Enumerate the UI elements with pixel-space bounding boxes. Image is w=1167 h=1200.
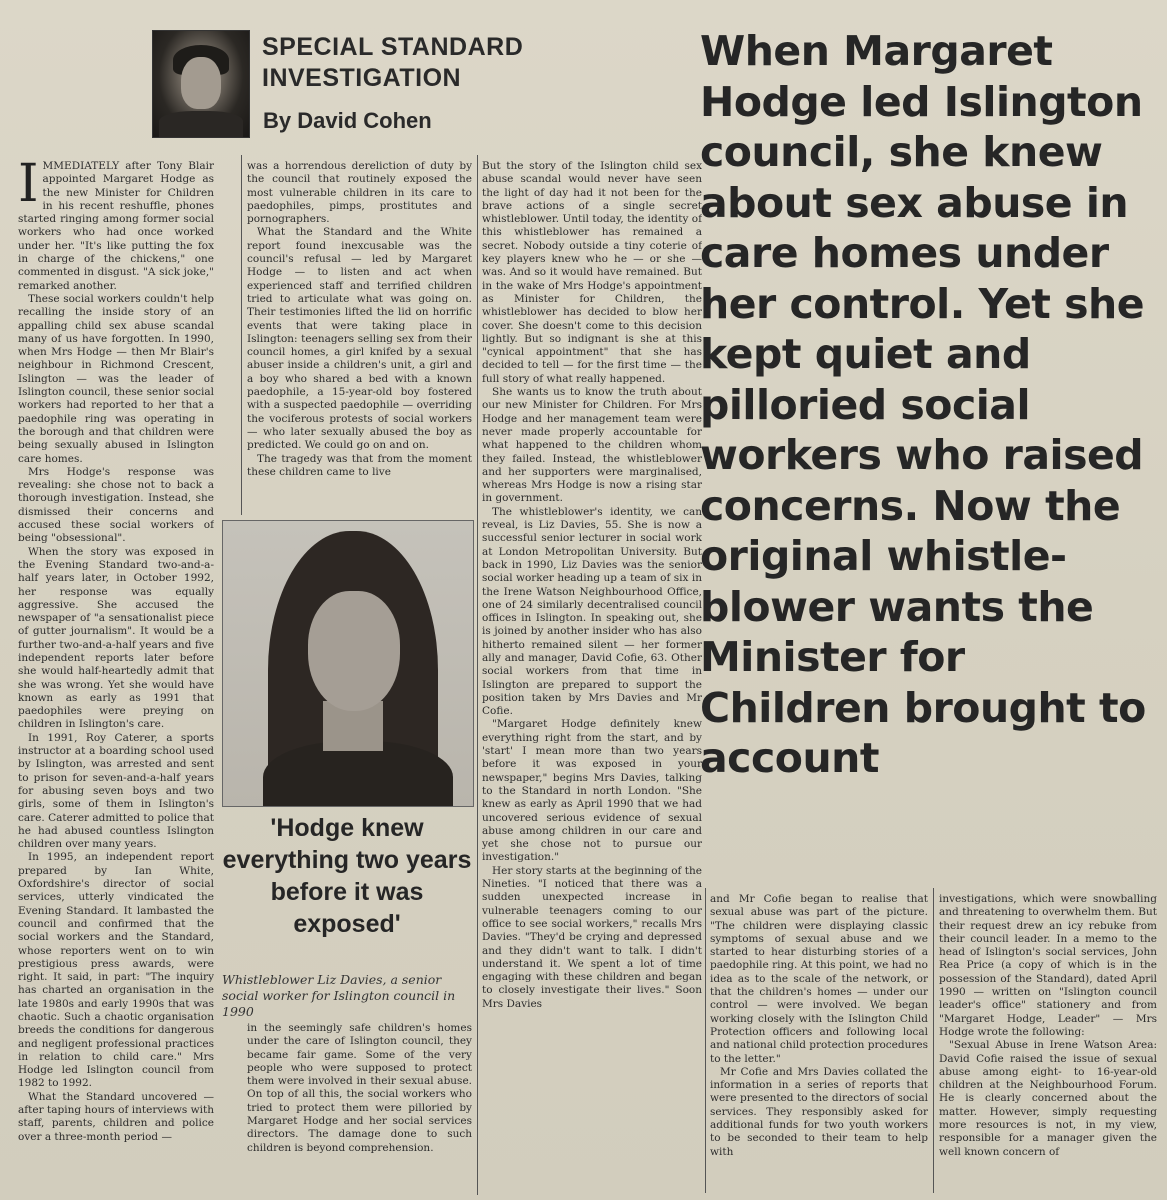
section-kicker: SPECIAL STANDARD INVESTIGATION: [262, 33, 524, 92]
column-rule: [477, 155, 478, 1195]
paragraph: "Margaret Hodge definitely knew everything right from the start, and by 'start' I mean more than two years before it was exposed in your newspaper," begins Mrs Davies, talking to the Standard in north London. "She knew as early as April 1990 that we had uncovered serious evidence of sexual abuse among children in our care and yet she chose not to pursue our investigation.": [482, 718, 702, 864]
article-column-1: [18, 160, 214, 1190]
paragraph: "Sexual Abuse in Irene Watson Area: David Cofie raised the issue of sexual abuse among eight- to 16-year-old children at the Neighbourhood Forum. He is clearly concerned about the matter. However, simply requesting more resources is not, in my view, responsible for a manager given the well known concern of: [939, 1039, 1157, 1158]
drop-cap: I: [18, 160, 39, 214]
column-rule: [241, 155, 242, 515]
paragraph: But the story of the Islington child sex abuse scandal would never have seen the light of day had it not been for the brave actions of a single secret whistleblower. Until today, the identity of this whistleblower has remained a secret. Nobody outside a tiny coterie of key players knew who he — or she — was. And so it would have remained. But in the wake of Mrs Hodge's appointment as Minister for Children, the whistleblower has decided to blow her cover. She doesn't come to this decision lightly. But so indignant is she at this "cynical appointment" that she has decided to tell — for the first time — the full story of what really happened.: [482, 160, 702, 385]
column-rule: [705, 888, 706, 1193]
paragraph: Mrs Hodge's response was revealing: she chose not to back a thorough investigation. Instead, she dismissed their concerns and accused these social workers of being "obsessional".: [18, 465, 214, 545]
pull-quote: 'Hodge knew everything two years before it was exposed': [222, 814, 472, 938]
paragraph: investigations, which were snowballing and threatening to overwhelm them. But their request drew an icy rebuke from their council leader. In a memo to the head of Islington's social services, John Rea Price (a copy of which is in the possession of the Standard), dated April 1990 — written on "Islington council leader's office" stationery and from "Margaret Hodge, Leader" — Mrs Hodge wrote the following:: [939, 893, 1157, 1038]
article-column-2-top: [247, 160, 472, 512]
article-column-4: [710, 893, 928, 1193]
article-column-3: [482, 160, 702, 1190]
liz-davies-photo: [222, 520, 474, 807]
article-column-2-bottom: [247, 1022, 472, 1190]
paragraph: was a horrendous dereliction of duty by the council that routinely exposed the most vulnerable children in its care to paedophiles, pimps, prostitutes and pornographers.: [247, 160, 472, 226]
paragraph: The tragedy was that from the moment these children came to live: [247, 452, 472, 478]
paragraph: Mr Cofie and Mrs Davies collated the information in a series of reports that were presented to the directors of social services. They responsibly asked for additional funds for two youth workers to be seconded to their team to help with: [710, 1065, 928, 1158]
column-rule: [933, 888, 934, 1193]
headline: When Margaret Hodge led Islington council, she knew about sex abuse in care homes under her control. Yet she kept quiet and pilloried social workers who raised concerns. Now the original whistle-blower wants the Minister for Children brought to account: [700, 27, 1146, 782]
paragraph: Her story starts at the beginning of the Nineties. "I noticed that there was a sudden unexpected increase in vulnerable teenagers coming to our office to see social workers," recalls Mrs Davies. "They'd be crying and depressed and they didn't want to talk. I didn't understand it. We spent a lot of time engaging with these children and began to closely investigate their lives." Soon Mrs Davies: [482, 864, 702, 1010]
paragraph: What the Standard and the White report found inexcusable was the council's refusal — led by Margaret Hodge — to listen and act when experienced staff and terrified children tried to articulate what was going on. Their testimonies lifted the lid on horrific events that were taking place in Islington: teenagers selling sex from their council homes, a girl knifed by a sexual abuser inside a children's unit, a girl and a boy who shared a bed with a known paedophile, a 15-year-old boy fostered with a suspected paedophile — overriding the vociferous protests of social workers — who later sexually abused the boy as predicted. We could go on and on.: [247, 226, 472, 452]
author-portrait: [152, 30, 250, 138]
paragraph: What the Standard uncovered — after taping hours of interviews with staff, parents, children and police over a three-month period —: [18, 1090, 214, 1143]
paragraph: in the seemingly safe children's homes under the care of Islington council, they became fair game. Some of the very people who were supposed to protect them were involved in their sexual abuse. On top of all this, the social workers who tried to protect them were pilloried by Margaret Hodge and her social services directors. The damage done to such children is beyond comprehension.: [247, 1022, 472, 1154]
paragraph: The whistleblower's identity, we can reveal, is Liz Davies, 55. She is now a successful senior lecturer in social work at London Metropolitan University. But back in 1990, Liz Davies was the senior social worker heading up a team of six in the Irene Watson Neighbourhood Office, one of 24 similarly decentralised council offices in Islington. In speaking out, she is joined by another insider who has also hitherto remained silent — her former ally and manager, David Cofie, 63. Other social workers from that time in Islington are prepared to support the position taken by Mrs Davies and Mr Cofie.: [482, 505, 702, 718]
paragraph: She wants us to know the truth about our new Minister for Children. For Mrs Hodge and her management team were never made properly accountable for what happened to the children whom they failed. Instead, the whistleblower and her supporters were marginalised, whereas Mrs Hodge is now a rising star in government.: [482, 386, 702, 505]
author-byline: By David Cohen: [263, 108, 432, 133]
paragraph: When the story was exposed in the Evening Standard two-and-a-half years later, in October 1992, her response was equally aggressive. She accused the newspaper of "a sensationalist piece of gutter journalism". It would be a further two-and-a-half years and five independent reports later before she would half-heartedly admit that she was wrong. Yet she would have known as early as 1991 that paedophiles were preying on children in Islington's care.: [18, 545, 214, 731]
paragraph: and Mr Cofie began to realise that sexual abuse was part of the picture. "The children were displaying classic symptoms of sexual abuse and we started to hear disturbing stories of a paedophile ring. At this point, we had no idea as to the scale of the network, or that the children's homes — under our control — were involved. We began working closely with the Islington Child Protection officers and following local and national child protection procedures to the letter.": [710, 893, 928, 1065]
paragraph: MMEDIATELY after Tony Blair appointed Margaret Hodge as the new Minister for Children in his recent reshuffle, phones started ringing among former social workers who had once worked under her. "It's like putting the fox in charge of the chickens," one commented in disgust. "A sick joke," remarked another.: [18, 160, 214, 292]
paragraph: These social workers couldn't help recalling the inside story of an appalling child sex abuse scandal many of us have forgotten. In 1990, when Mrs Hodge — then Mr Blair's neighbour in Richmond Crescent, Islington — was the leader of Islington council, these senior social workers had reported to her that a paedophile ring was operating in the borough and that children were being sexually abused in Islington care homes.: [18, 292, 214, 465]
article-column-5: [939, 893, 1157, 1193]
paragraph: In 1995, an independent report prepared by Ian White, Oxfordshire's director of social services, utterly vindicated the Evening Standard. It lambasted the council and confirmed that the social workers and the Standard, whose reporters went on to win prestigious press awards, were right. It said, in part: "The inquiry has charted an organisation in the late 1980s and early 1990s that was chaotic. Such a chaotic organisation breeds the conditions for dangerous and negligent professional practices in relation to child care." Mrs Hodge led Islington council from 1982 to 1992.: [18, 851, 214, 1090]
paragraph: In 1991, Roy Caterer, a sports instructor at a boarding school used by Islington, was arrested and sent to prison for seven-and-a-half years for abusing seven boys and two girls, some of them in Islington's care. Caterer admitted to police that he had abused countless Islington children over many years.: [18, 731, 214, 851]
photo-caption: Whistleblower Liz Davies, a senior social worker for Islington council in 1990: [222, 972, 456, 1019]
